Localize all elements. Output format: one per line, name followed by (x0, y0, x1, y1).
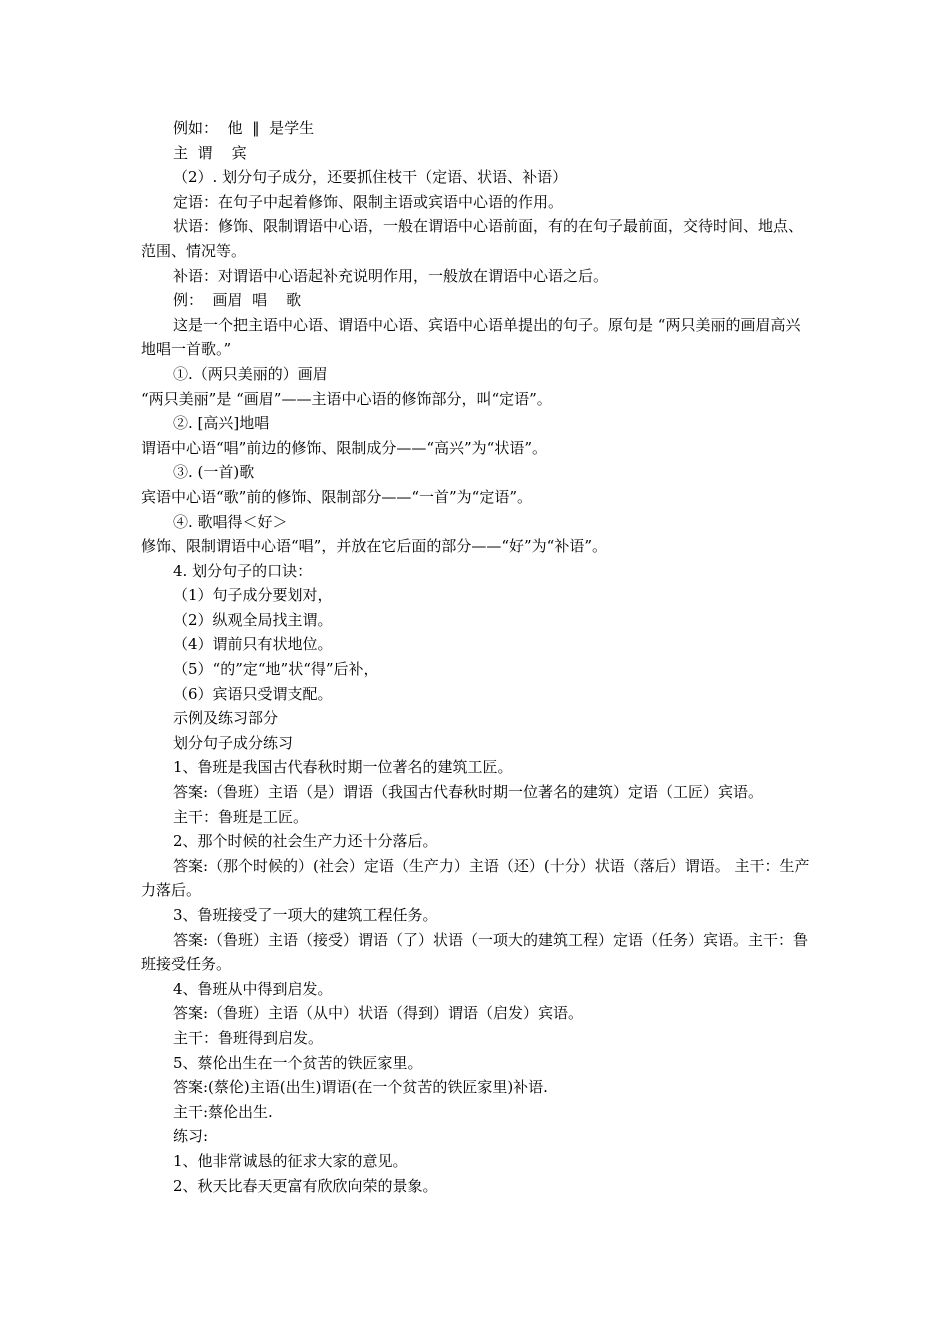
list-item: （2）纵观全局找主谓。 (173, 610, 333, 629)
section-heading: 练习: (173, 1127, 209, 1146)
exercise-question: 3、鲁班接受了一项大的建筑工程任务。 (173, 906, 438, 924)
list-item: （1）句子成分要划对， (173, 586, 333, 605)
practice-item: 2、秋天比春天更富有欣欣向荣的景象。 (173, 1176, 438, 1195)
paragraph: 这是一个把主语中心语、谓语中心语、宾语中心语单提出的句子。原句是 “两只美丽的画眉高兴地唱一首歌。” (141, 315, 801, 359)
definition-dingyu: 定语：在句子中起着修饰、限制主语或宾语中心语的作用。 (173, 192, 564, 211)
list-item: ①.（两只美丽的）画眉 (173, 364, 328, 383)
exercise-question: 4、鲁班从中得到启发。 (173, 979, 333, 998)
document-body (141, 116, 813, 1198)
exercise-question: 2、那个时候的社会生产力还十分落后。 (173, 832, 438, 851)
list-item: （5）“的”定“地”状“得”后补， (173, 660, 379, 679)
exercise-answer: 答案:（鲁班）主语（从中）状语（得到）谓语（启发）宾语。 (173, 1004, 584, 1023)
exercise-answer: 答案:(蔡伦)主语(出生)谓语(在一个贫苦的铁匠家里)补语. (173, 1078, 548, 1097)
paragraph: 谓语中心语“唱”前边的修饰、限制成分——“高兴”为“状语”。 (141, 438, 548, 457)
example-roles-line: 主 谓 宾 (173, 143, 247, 162)
paragraph: 宾语中心语“歌”前的修饰、限制部分——“一首”为“定语”。 (141, 487, 533, 506)
paragraph: “两只美丽”是 “画眉”——主语中心语的修饰部分，叫“定语”。 (141, 389, 552, 408)
section-heading: 4. 划分句子的口诀： (173, 561, 313, 580)
list-item: ④. 歌唱得＜好＞ (173, 512, 288, 531)
exercise-question: 1、鲁班是我国古代春秋时期一位著名的建筑工匠。 (173, 758, 513, 777)
paragraph: （2）. 划分句子成分，还要抓住枝干（定语、状语、补语） (173, 168, 568, 187)
practice-item: 1、他非常诚恳的征求大家的意见。 (173, 1151, 408, 1170)
exercise-trunk: 主干:蔡伦出生. (173, 1102, 273, 1121)
list-item: （4）谓前只有状地位。 (173, 635, 333, 654)
section-heading: 划分句子成分练习 (173, 733, 294, 752)
paragraph: 修饰、限制谓语中心语“唱”，并放在它后面的部分——“好”为“补语”。 (141, 537, 608, 556)
list-item: ②. [高兴]地唱 (173, 414, 270, 433)
exercise-trunk: 主干：鲁班得到启发。 (173, 1028, 324, 1047)
exercise-answer: 答案:（那个时候的）(社会）定语（生产力）主语（还）(十分）状语（落后）谓语。 主干：生产力落后。 (141, 856, 810, 900)
definition-buyu: 补语：对谓语中心语起补充说明作用，一般放在谓语中心语之后。 (173, 266, 609, 285)
exercise-answer: 答案:（鲁班）主语（接受）谓语（了）状语（一项大的建筑工程）定语（任务）宾语。主干：鲁班接受任务。 (141, 930, 809, 974)
definition-zhuangyu: 状语：修饰、限制谓语中心语，一般在谓语中心语前面，有的在句子最前面，交待时间、地点、范围、情况等。 (141, 217, 804, 260)
example-sentence-line: 例如： 他 ‖ 是学生 (173, 119, 315, 137)
exercise-answer: 答案:（鲁班）主语（是）谓语（我国古代春秋时期一位著名的建筑）定语（工匠）宾语。 (173, 783, 764, 802)
section-heading: 示例及练习部分 (173, 709, 279, 728)
exercise-question: 5、蔡伦出生在一个贫苦的铁匠家里。 (173, 1053, 423, 1072)
example-line: 例： 画眉 唱 歌 (173, 291, 302, 310)
list-item: （6）宾语只受谓支配。 (173, 684, 333, 703)
exercise-trunk: 主干：鲁班是工匠。 (173, 807, 309, 826)
list-item: ③. (一首)歌 (173, 463, 255, 482)
